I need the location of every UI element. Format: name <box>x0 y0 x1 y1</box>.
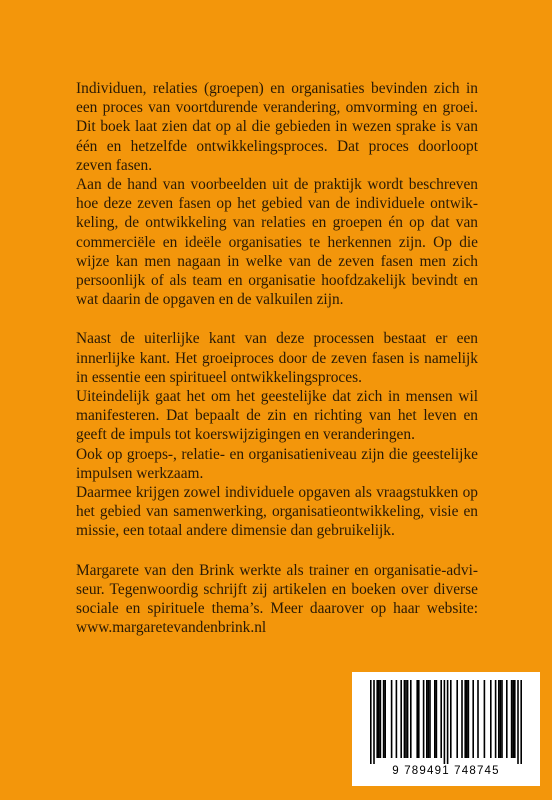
barcode-bar <box>440 680 442 758</box>
blurb-paragraph-3: Naast de uiterlijke kant van deze processen bestaat er een innerlijke kant. Het groeiproces door de zeven fasen is namelijk in essentie een spiritueel ontwikkelingsproces. <box>76 330 478 386</box>
back-cover-text <box>76 79 478 637</box>
blurb-paragraph-4: Uiteindelijk gaat het om het geestelijke dat zich in mensen wil manifesteren. Dat bepaalt de zin en richting van het leven en geeft de impuls tot koerswijzigingen en veranderingen. <box>76 388 478 444</box>
barcode-bar <box>391 680 393 758</box>
barcode-bar <box>423 680 425 758</box>
barcode-bar <box>477 680 479 758</box>
barcode-bar <box>517 680 519 764</box>
barcode-bar <box>405 680 407 758</box>
barcode-bar <box>434 680 436 758</box>
barcode-bar <box>380 680 382 758</box>
barcode-bar <box>378 680 380 758</box>
barcode-bar <box>407 680 409 758</box>
barcode-bar <box>456 680 458 758</box>
barcode-bar <box>520 680 522 764</box>
barcode-bar <box>498 680 500 758</box>
barcode-bar <box>383 680 385 758</box>
barcode-bar <box>472 680 474 758</box>
barcode-bar <box>404 680 406 758</box>
barcode-bar <box>426 680 428 758</box>
barcode-bar <box>506 680 508 758</box>
barcode-bar <box>500 680 502 758</box>
barcode-bar <box>447 680 449 764</box>
barcode-bar <box>501 680 503 758</box>
barcode-bar <box>466 680 468 758</box>
barcode-bar <box>464 680 466 758</box>
barcode-label <box>352 672 540 786</box>
blurb-paragraph-6: Daarmee krijgen zowel individuele opgaven als vraagstukken op het gebied van samenwerking, organisatieontwikkeling, visie en missie, een totaal andere dimensie dan gebruikelijk. <box>76 484 478 540</box>
barcode-bar <box>416 680 418 758</box>
barcode-bar <box>376 680 378 758</box>
barcode-bar <box>444 680 446 764</box>
author-bio: Margarete van den Brink werkte als trainer en organisatie-adviseur. Tegenwoordig schrijft zij artikelen en boeken over diverse sociale en spirituele thema’s. Meer daarover op haar website: www.margaretevandenbrink.nl <box>76 561 478 637</box>
barcode-bar <box>400 680 402 758</box>
barcode-bar <box>461 680 463 758</box>
blurb-paragraph-1: Individuen, relaties (groepen) en organisaties bevinden zich in een proces van voortdurende verandering, omvorming en groei. Dit boek laat zien dat op al die gebieden in wezen sprake is van één en hetzelfde ontwikkelingsproces. Dat proces doorloopt zeven fasen. <box>76 80 478 174</box>
barcode-bar <box>436 680 438 758</box>
barcode-bar <box>468 680 470 758</box>
paragraph-gap <box>76 309 478 329</box>
barcode-bar <box>429 680 431 758</box>
barcode-bar <box>370 680 372 764</box>
barcode-bar <box>428 680 430 758</box>
barcode-bar <box>495 680 497 758</box>
barcode-bar <box>514 680 516 758</box>
barcode-bar <box>511 680 513 758</box>
isbn-number: 9 789491 748745 <box>392 765 500 777</box>
barcode-bar <box>490 680 492 758</box>
barcode-bar <box>450 680 452 758</box>
barcode-bar <box>410 680 412 758</box>
barcode-bar <box>418 680 420 758</box>
barcode-bar <box>373 680 375 764</box>
barcode-bar <box>484 680 486 758</box>
blurb-paragraph-2: Aan de hand van voorbeelden uit de praktijk wordt beschreven hoe deze zeven fasen op het gebied van de individuele ontwikkeling, de ontwikkeling van relaties en groepen én op dat van commerciële en ideële organisaties te herkennen zijn. Op die wijze kan men nagaan in welke van de zeven fasen men zich persoonlijk of als team en organisatie hoofdzakelijk bevindt en wat daarin de opgaven en de valkuilen zijn. <box>76 176 478 309</box>
paragraph-gap <box>76 541 478 561</box>
barcode-bar <box>512 680 514 758</box>
barcode-bar <box>396 680 398 758</box>
blurb-paragraph-5: Ook op groeps-, relatie- en organisatieniveau zijn die geestelijke impulsen werkzaam. <box>76 445 478 482</box>
barcode-bar <box>384 680 386 758</box>
barcode-icon <box>360 680 532 764</box>
